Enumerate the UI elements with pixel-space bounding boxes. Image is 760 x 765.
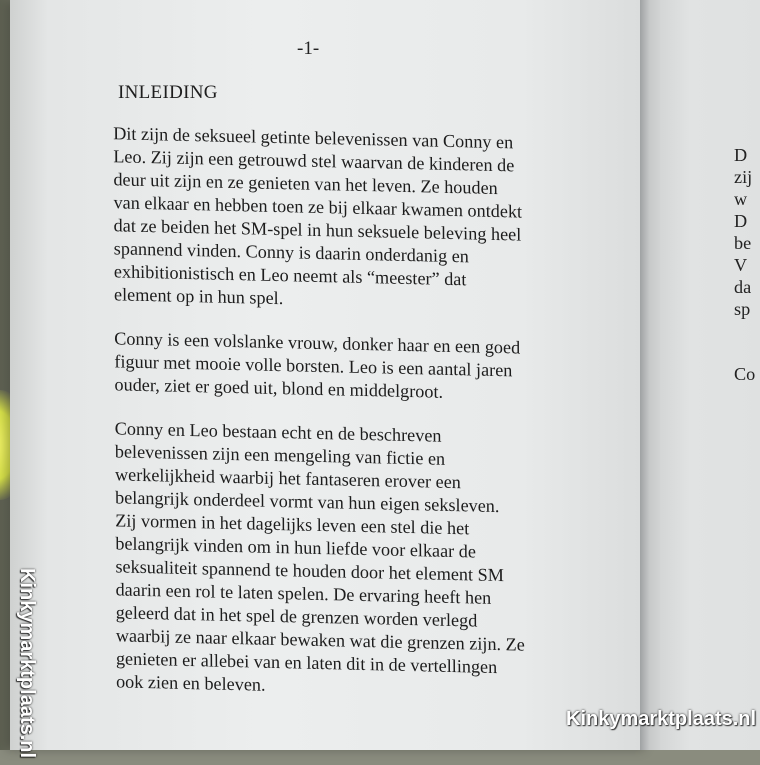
right-page-fragment: zij bbox=[734, 167, 753, 187]
right-page-fragment: D bbox=[734, 145, 748, 165]
text-line: waarbij ze naar elkaar bewaken wat die grenzen zijn. Ze bbox=[115, 625, 525, 655]
chapter-heading: INLEIDING bbox=[118, 82, 218, 103]
text-line: Leo. Zij zijn een getrouwd stel waarvan de kinderen de bbox=[113, 146, 515, 176]
text-line: genieten er allebei van en laten dit in de vertellingen bbox=[115, 648, 498, 678]
right-page-fragment: V bbox=[734, 255, 748, 275]
text-line: seksualiteit spannend te houden door het element SM bbox=[115, 556, 504, 586]
text-line: van elkaar en hebben toen ze bij elkaar kwamen ontdekt bbox=[113, 192, 523, 222]
right-page-fragment: be bbox=[734, 233, 752, 253]
page-number: -1- bbox=[297, 38, 320, 59]
text-line: deur uit zijn en ze genieten van het leven. Ze houden bbox=[113, 169, 498, 199]
right-page-fragment: w bbox=[734, 189, 748, 209]
text-line: belevenissen zijn een mengeling van fictie en bbox=[114, 441, 446, 469]
text-line: ook zien en beleven. bbox=[115, 671, 266, 695]
text-line: spannend vinden. Conny is daarin onderdanig en bbox=[113, 238, 469, 267]
text-line: dat ze beiden het SM-spel in hun seksuele beleving heel bbox=[113, 215, 522, 245]
text-line: geleerd dat in het spel de grenzen worden verlegd bbox=[115, 602, 478, 631]
text-line: Zij vormen in het dagelijks leven een stel die het bbox=[115, 510, 470, 539]
watermark-vertical: Kinkymarktplaats.nl bbox=[16, 568, 38, 759]
watermark-bottom: Kinkymarktplaats.nl bbox=[566, 708, 757, 730]
text-line: werkelijkheid waarbij het fantaseren erover een bbox=[114, 464, 461, 493]
right-page-fragment: da bbox=[734, 277, 752, 297]
text-line: belangrijk onderdeel vormt van hun eigen seksleven. bbox=[115, 487, 500, 517]
text-line: element op in hun spel. bbox=[113, 284, 284, 309]
right-page-fragment: Co bbox=[734, 364, 756, 384]
text-line: Conny is een volslanke vrouw, donker haar en een goed bbox=[114, 328, 521, 358]
text-line: Dit zijn de seksueel getinte belevenissen van Conny en bbox=[113, 123, 514, 153]
text-line: ouder, ziet er goed uit, blond en middelgroot. bbox=[114, 374, 444, 402]
right-page-fragment: D bbox=[734, 211, 748, 231]
text-line: Conny en Leo bestaan echt en de beschreven bbox=[114, 418, 442, 446]
text-line: figuur met mooie volle borsten. Leo is een aantal jaren bbox=[114, 351, 513, 381]
text-line: belangrijk vinden om in hun liefde voor elkaar de bbox=[115, 533, 476, 562]
text-line: daarin een rol te laten spelen. De ervaring heeft hen bbox=[115, 579, 492, 608]
text-line: exhibitionistisch en Leo neemt als “meester” dat bbox=[113, 261, 467, 290]
right-page-fragment: sp bbox=[734, 299, 751, 319]
